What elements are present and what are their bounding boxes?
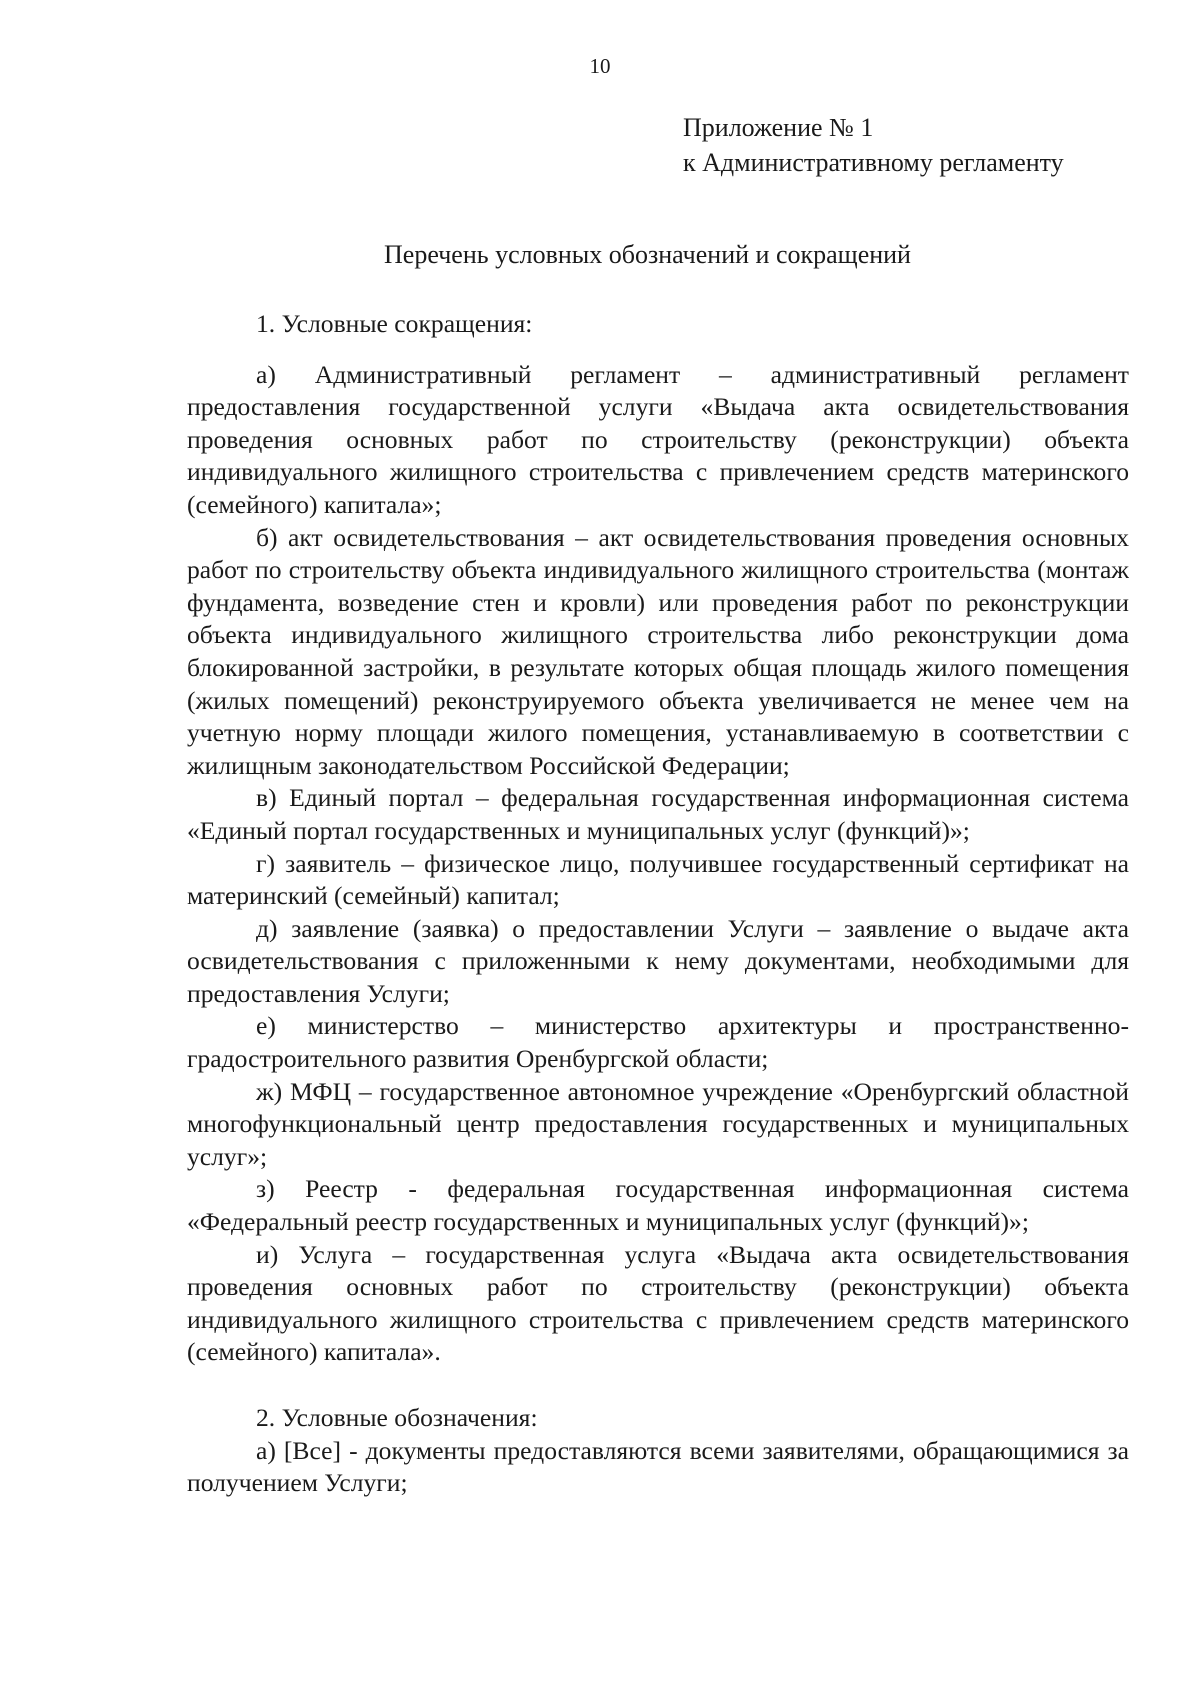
section-1-heading: 1. Условные сокращения: [256, 309, 533, 338]
abbreviation-item-e: е) министерство – министерство архитектуры и пространственно-градостроительного развития Оренбургской области; [187, 1011, 1129, 1074]
abbreviation-item-d: д) заявление (заявка) о предоставлении Услуги – заявление о выдаче акта освидетельствования с приложенными к нему документами, необходимыми для предоставления Услуги; [187, 913, 1129, 1008]
abbreviation-item-i: и) Услуга – государственная услуга «Выдача акта освидетельствования проведения основных работ по строительству (реконструкции) объекта индивидуального жилищного строительства с привлечением средств материнского (семейного) капитала». [187, 1239, 1129, 1367]
abbreviation-item-z: з) Реестр - федеральная государственная информационная система «Федеральный реестр государственных и муниципальных услуг (функций)»; [187, 1174, 1129, 1237]
document-title: Перечень условных обозначений и сокращений [384, 240, 911, 269]
abbreviation-item-b: б) акт освидетельствования – акт освидетельствования проведения основных работ по строительству объекта индивидуального жилищного строительства (монтаж фундамента, возведение стен и кровли) или проведения работ по реконструкции объекта индивидуального жилищного строительства либо реконструкции дома блокированной застройки, в результате которых общая площадь жилого помещения (жилых помещений) реконструируемого объекта увеличивается не менее чем на учетную норму площади жилого помещения, устанавливаемую в соответствии с жилищным законодательством Российской Федерации; [187, 522, 1129, 780]
abbreviation-item-zh: ж) МФЦ – государственное автономное учреждение «Оренбургский областной многофункциональный центр предоставления государственных и муниципальных услуг»; [187, 1076, 1129, 1171]
page-number: 10 [589, 54, 611, 78]
appendix-line-2: к Административному регламенту [683, 148, 1064, 177]
abbreviation-item-v: в) Единый портал – федеральная государственная информационная система «Единый портал государственных и муниципальных услуг (функций)»; [187, 783, 1129, 845]
designation-item-a: а) [Все] - документы предоставляются всеми заявителями, обращающимися за получением Услуги; [187, 1435, 1129, 1498]
appendix-line-1: Приложение № 1 [683, 113, 874, 142]
section-2-heading: 2. Условные обозначения: [256, 1403, 538, 1432]
abbreviation-item-a: а) Административный регламент – административный регламент предоставления государственной услуги «Выдача акта освидетельствования проведения основных работ по строительству (реконструкции) объекта индивидуального жилищного строительства с привлечением средств материнского (семейного) капитала»; [187, 359, 1129, 519]
abbreviation-item-g: г) заявитель – физическое лицо, получившее государственный сертификат на материнский (семейный) капитал; [187, 848, 1129, 911]
appendix-reference [683, 110, 1064, 180]
document-body [187, 308, 1129, 1500]
